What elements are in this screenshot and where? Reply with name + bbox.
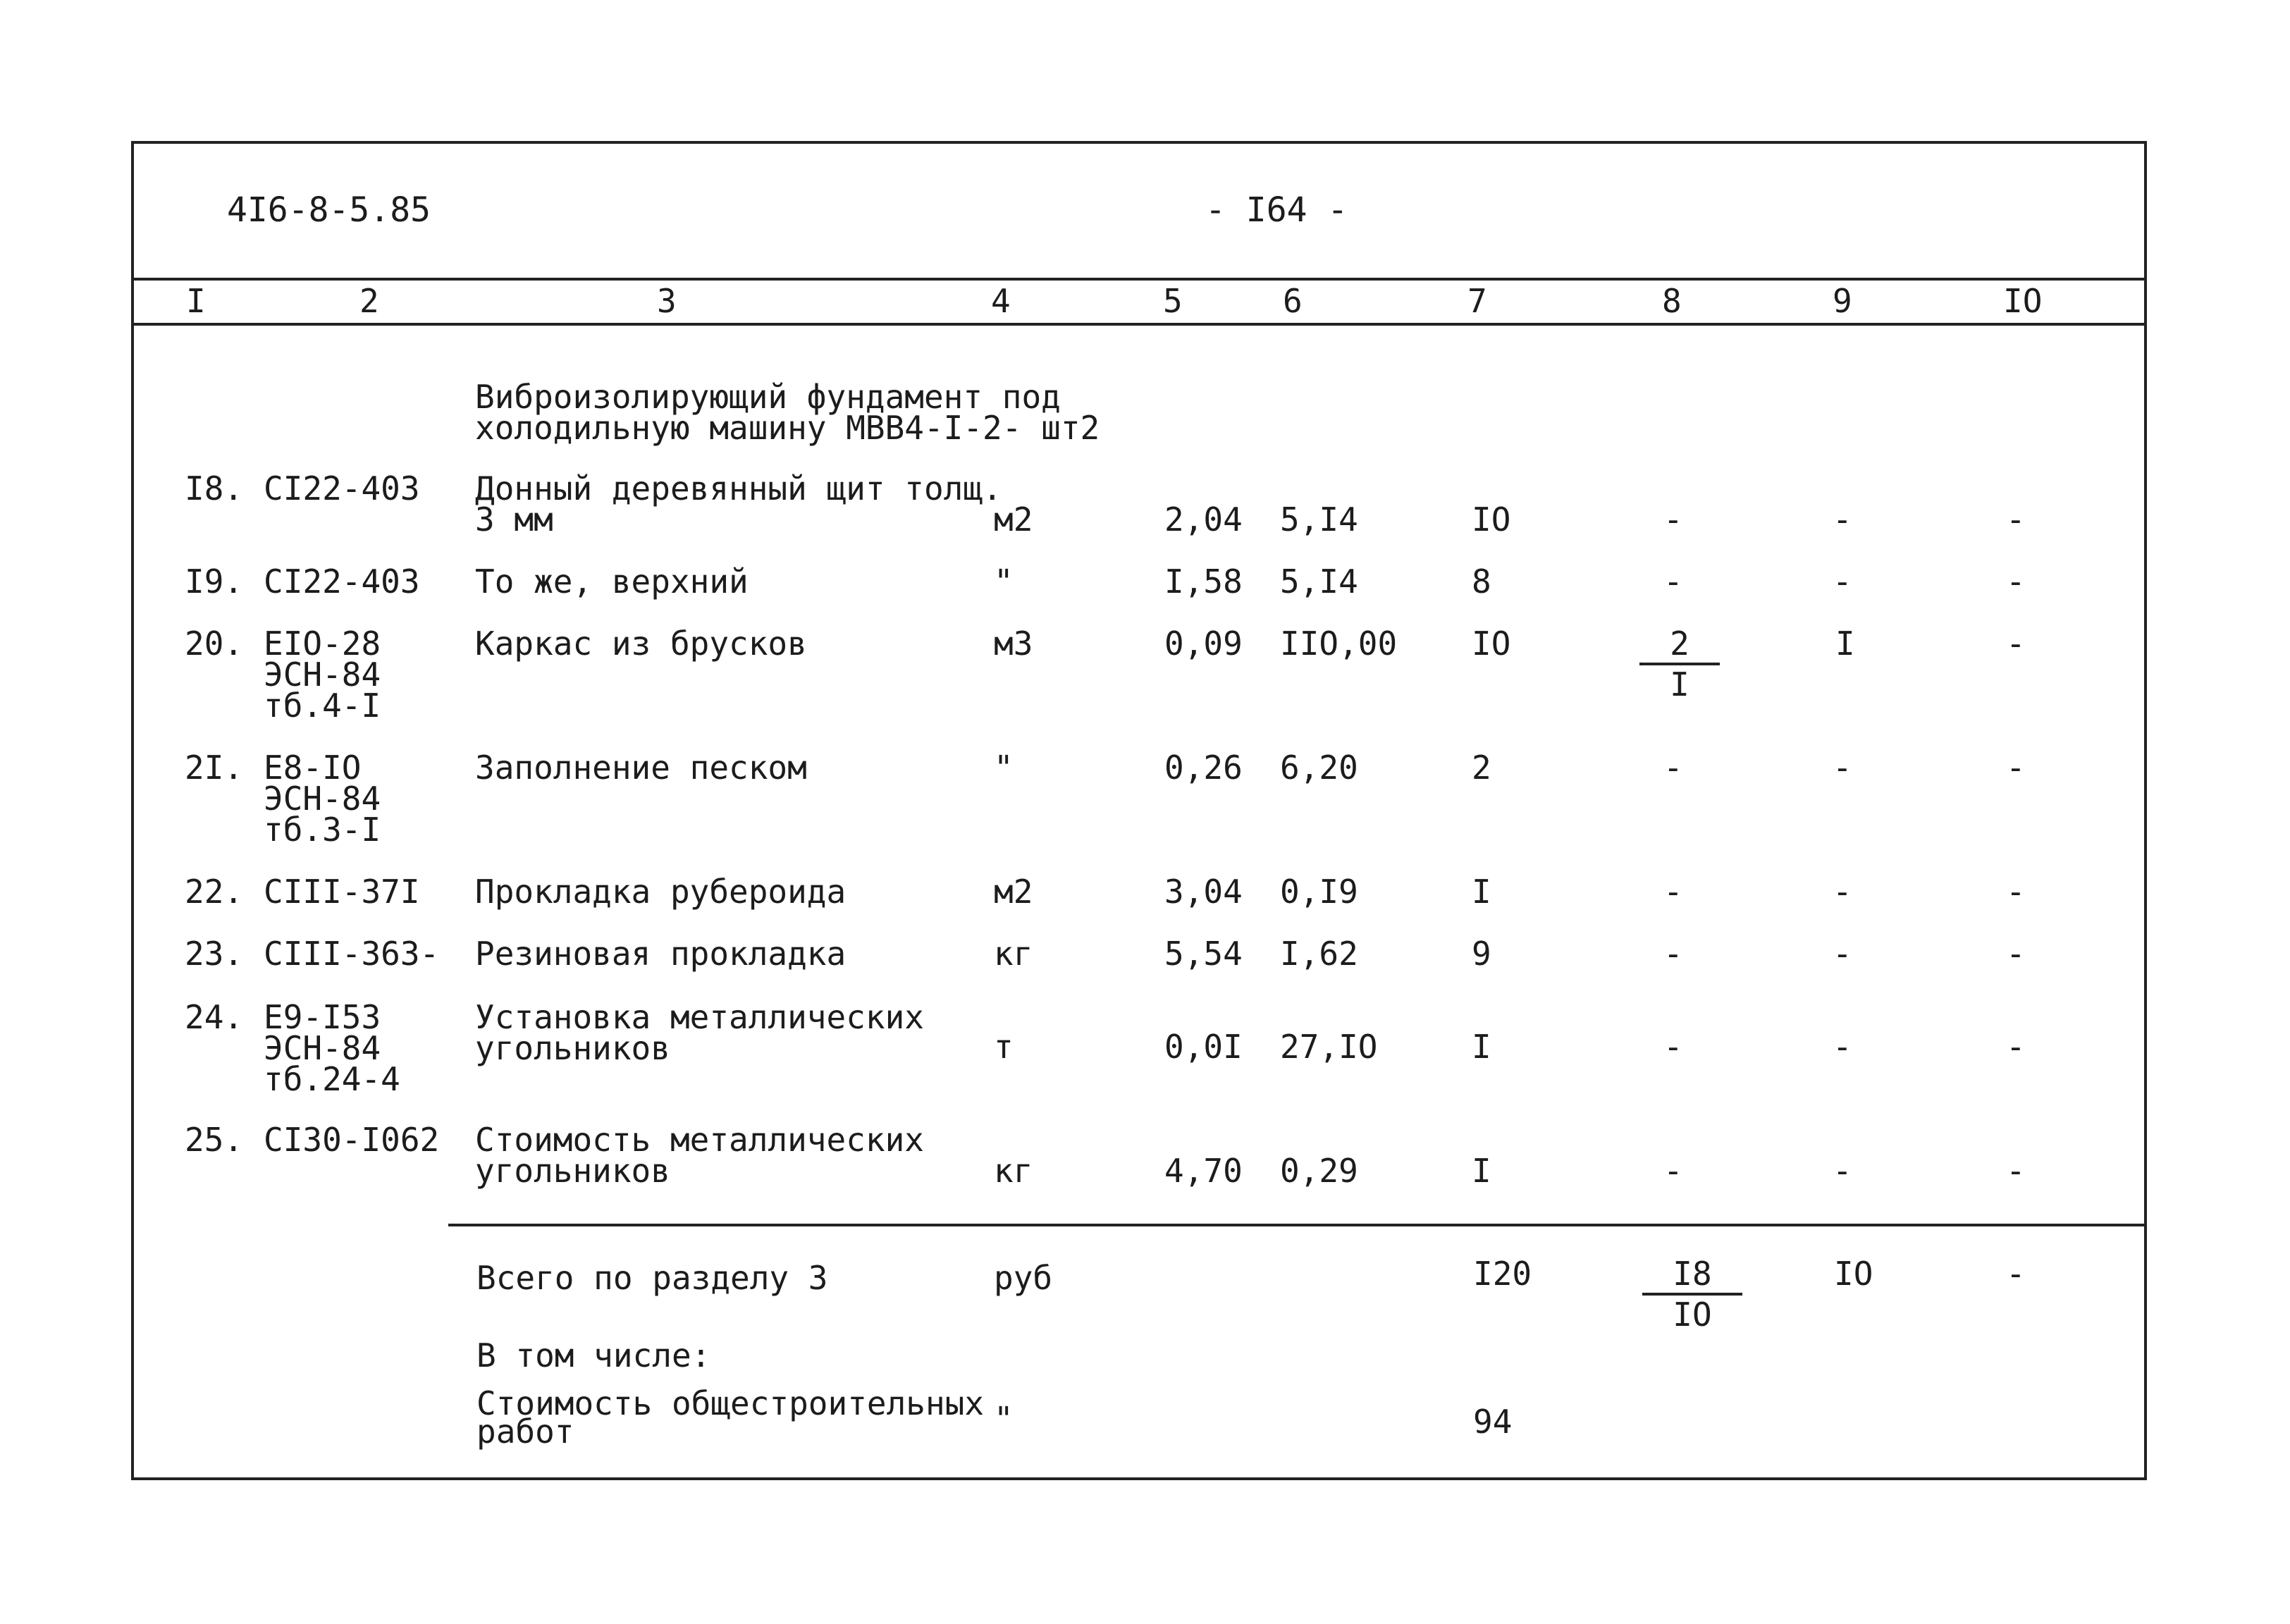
row-col6: I,62 bbox=[1280, 935, 1358, 973]
row-col6: 5,I4 bbox=[1280, 500, 1358, 539]
column-number: 8 bbox=[1662, 282, 1682, 320]
row-code: EIO-28 bbox=[264, 625, 381, 663]
row-unit: м3 bbox=[994, 625, 1033, 663]
total-col10: - bbox=[2006, 1255, 2026, 1293]
header-divider-bottom bbox=[131, 323, 2147, 326]
row-name: Резиновая прокладка bbox=[475, 935, 847, 973]
row-number: 2I. bbox=[185, 749, 244, 787]
row-col5: 2,04 bbox=[1164, 500, 1243, 539]
column-number: 6 bbox=[1283, 282, 1303, 320]
row-col6: 6,20 bbox=[1280, 749, 1358, 787]
row-name: Стоимость металлических bbox=[475, 1121, 924, 1159]
row-col5: 0,09 bbox=[1164, 625, 1243, 663]
total-unit: руб bbox=[994, 1259, 1053, 1297]
document-code: 4I6-8-5.85 bbox=[227, 190, 431, 230]
row-col5: 3,04 bbox=[1164, 873, 1243, 911]
row-unit: кг bbox=[994, 935, 1033, 973]
row-unit: т bbox=[994, 1028, 1014, 1066]
row-col10: - bbox=[2006, 562, 2026, 601]
row-unit: м2 bbox=[994, 873, 1033, 911]
row-code: CI22-403 bbox=[264, 469, 420, 508]
fraction-numerator: 2 bbox=[1670, 625, 1689, 663]
fraction-denominator: IO bbox=[1673, 1296, 1712, 1334]
header-divider-top bbox=[131, 278, 2147, 281]
row-name: То же, верхний bbox=[475, 562, 749, 601]
column-number: 5 bbox=[1163, 282, 1183, 320]
row-name: Установка металлических bbox=[475, 998, 924, 1036]
row-col9: - bbox=[1833, 749, 1852, 787]
row-col6: IIO,00 bbox=[1280, 625, 1398, 663]
row-col7: I bbox=[1472, 873, 1491, 911]
total-label: Всего по разделу 3 bbox=[476, 1259, 828, 1297]
row-col6: 5,I4 bbox=[1280, 562, 1358, 601]
subtotal-label: Стоимость общестроительных bbox=[476, 1384, 985, 1422]
row-unit: кг bbox=[994, 1152, 1033, 1190]
row-code: ЭСН-84 bbox=[264, 780, 381, 818]
total-col8-fraction bbox=[1642, 1256, 1742, 1332]
row-code: ЭСН-84 bbox=[264, 656, 381, 694]
row-col7: IO bbox=[1472, 500, 1511, 539]
row-col10: - bbox=[2006, 500, 2026, 539]
row-name: Каркас из брусков bbox=[475, 625, 807, 663]
row-col7: I bbox=[1472, 1028, 1491, 1066]
row-col9: - bbox=[1833, 1152, 1852, 1190]
row-col10: - bbox=[2006, 873, 2026, 911]
row-col10: - bbox=[2006, 625, 2026, 663]
row-col8: - bbox=[1663, 1152, 1683, 1190]
row-col10: - bbox=[2006, 1028, 2026, 1066]
row-name: Заполнение песком bbox=[475, 749, 807, 787]
row-name: Донный деревянный щит толщ. bbox=[475, 469, 1002, 508]
total-col9: IO bbox=[1834, 1255, 1873, 1293]
row-col9: - bbox=[1833, 1028, 1852, 1066]
row-col8: - bbox=[1663, 1028, 1683, 1066]
row-unit: " bbox=[994, 562, 1014, 601]
row-col6: 0,I9 bbox=[1280, 873, 1358, 911]
column-number: I bbox=[186, 282, 206, 320]
row-col6: 27,IO bbox=[1280, 1028, 1378, 1066]
row-col9: I bbox=[1835, 625, 1855, 663]
row-code: E9-I53 bbox=[264, 998, 381, 1036]
row-col9: - bbox=[1833, 935, 1852, 973]
row-code: тб.4-I bbox=[264, 687, 381, 725]
row-code: CI22-403 bbox=[264, 562, 420, 601]
row-name: угольников bbox=[475, 1152, 670, 1190]
row-col8: - bbox=[1663, 500, 1683, 539]
row-col8: - bbox=[1663, 562, 1683, 601]
column-number: 3 bbox=[657, 282, 677, 320]
row-code: тб.3-I bbox=[264, 811, 381, 849]
row-number: 22. bbox=[185, 873, 244, 911]
row-name: угольников bbox=[475, 1029, 670, 1067]
section-title-line: Виброизолирующий фундамент под bbox=[475, 378, 1061, 416]
row-col7: 9 bbox=[1472, 935, 1491, 973]
row-name: 3 мм bbox=[475, 500, 553, 539]
row-code: E8-IO bbox=[264, 749, 362, 787]
row-number: 20. bbox=[185, 625, 244, 663]
row-col9: - bbox=[1833, 500, 1852, 539]
row-number: 24. bbox=[185, 998, 244, 1036]
row-unit: м2 bbox=[994, 500, 1033, 539]
row-code: CI30-I062 bbox=[264, 1121, 440, 1159]
row-col6: 0,29 bbox=[1280, 1152, 1358, 1190]
fraction-numerator: I8 bbox=[1673, 1255, 1712, 1293]
row-col5: I,58 bbox=[1164, 562, 1243, 601]
row-code: CIII-363- bbox=[264, 935, 440, 973]
row-col8: - bbox=[1663, 749, 1683, 787]
subtotal-unit: " bbox=[994, 1400, 1014, 1438]
including-label: В том числе: bbox=[476, 1336, 711, 1374]
row-number: I9. bbox=[185, 562, 244, 601]
subtotal-col7: 94 bbox=[1473, 1403, 1513, 1441]
row-col10: - bbox=[2006, 1152, 2026, 1190]
total-col7: I20 bbox=[1473, 1255, 1532, 1293]
row-col8: - bbox=[1663, 873, 1683, 911]
row-col7: 2 bbox=[1472, 749, 1491, 787]
row-code: CIII-37I bbox=[264, 873, 420, 911]
section-title-line: холодильную машину МВВ4-I-2- шт2 bbox=[475, 409, 1100, 447]
column-number: 4 bbox=[991, 282, 1011, 320]
row-number: I8. bbox=[185, 469, 244, 508]
column-number: IO bbox=[2003, 282, 2043, 320]
page-number: - I64 - bbox=[1205, 190, 1348, 230]
row-number: 23. bbox=[185, 935, 244, 973]
row-col5: 0,0I bbox=[1164, 1028, 1243, 1066]
column-number: 2 bbox=[359, 282, 379, 320]
row-number: 25. bbox=[185, 1121, 244, 1159]
row-col7: 8 bbox=[1472, 562, 1491, 601]
row-col8-fraction bbox=[1639, 626, 1720, 702]
row-col9: - bbox=[1833, 873, 1852, 911]
row-col8: - bbox=[1663, 935, 1683, 973]
subtotal-label: работ bbox=[476, 1413, 574, 1451]
row-col5: 4,70 bbox=[1164, 1152, 1243, 1190]
totals-divider bbox=[448, 1224, 2147, 1226]
column-number: 7 bbox=[1467, 282, 1487, 320]
fraction-denominator: I bbox=[1670, 665, 1689, 703]
row-code: тб.24-4 bbox=[264, 1060, 400, 1098]
row-col10: - bbox=[2006, 935, 2026, 973]
column-number: 9 bbox=[1833, 282, 1852, 320]
row-col7: IO bbox=[1472, 625, 1511, 663]
row-col9: - bbox=[1833, 562, 1852, 601]
row-col5: 0,26 bbox=[1164, 749, 1243, 787]
row-col7: I bbox=[1472, 1152, 1491, 1190]
row-col5: 5,54 bbox=[1164, 935, 1243, 973]
row-name: Прокладка рубероида bbox=[475, 873, 847, 911]
row-col10: - bbox=[2006, 749, 2026, 787]
row-code: ЭСН-84 bbox=[264, 1029, 381, 1067]
row-unit: " bbox=[994, 749, 1014, 787]
